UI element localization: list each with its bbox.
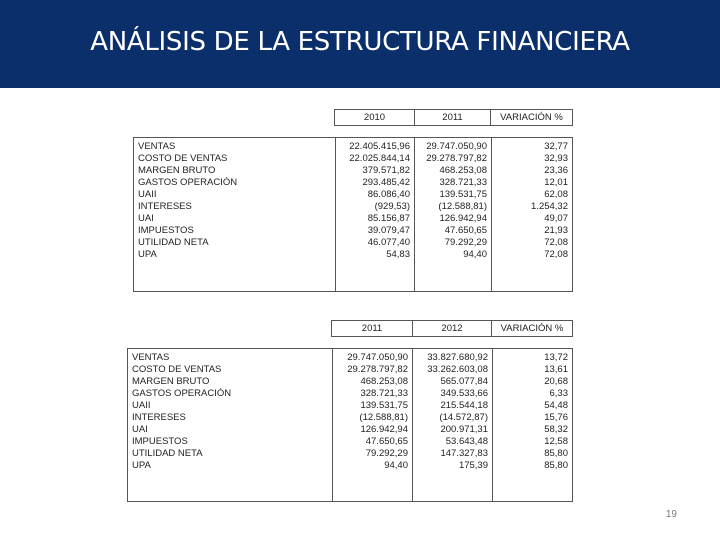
year-1-column: [332, 349, 412, 501]
cell-value: 12,01: [544, 177, 568, 188]
cell-value: 293.485,42: [362, 177, 410, 188]
cell-value: 328.721,33: [360, 388, 408, 399]
row-label: MARGEN BRUTO: [132, 376, 210, 387]
cell-value: 139.531,75: [439, 189, 487, 200]
cell-value: 23,36: [544, 165, 568, 176]
cell-value: 49,07: [544, 213, 568, 224]
cell-value: 215.544,18: [440, 400, 488, 411]
label-column: [128, 349, 332, 501]
row-label: UPA: [132, 460, 151, 471]
page-number: 19: [665, 509, 677, 520]
cell-value: 79.292,29: [444, 237, 487, 248]
cell-value: 62,08: [544, 189, 568, 200]
cell-value: 126.942,94: [439, 213, 487, 224]
cell-value: 29.278.797,82: [426, 153, 487, 164]
cell-value: 328.721,33: [439, 177, 487, 188]
cell-value: 6,33: [549, 388, 568, 399]
cell-value: 39.079,47: [367, 225, 410, 236]
table-header: [334, 109, 573, 126]
table-header: [331, 320, 573, 337]
cell-value: 85,80: [544, 448, 568, 459]
cell-value: (12.588,81): [359, 412, 408, 423]
cell-value: (14.572,87): [439, 412, 488, 423]
cell-value: 13,72: [544, 352, 568, 363]
row-label: IMPUESTOS: [138, 225, 194, 236]
cell-value: 29.747.050,90: [426, 141, 487, 152]
row-label: COSTO DE VENTAS: [132, 364, 222, 375]
row-label: GASTOS OPERACIÓN: [132, 388, 232, 399]
cell-value: 94,40: [384, 460, 408, 471]
cell-value: 21,93: [544, 225, 568, 236]
label-column: [134, 138, 335, 291]
row-label: VENTAS: [138, 141, 176, 152]
row-label: UPA: [138, 249, 157, 260]
row-label: UAII: [138, 189, 157, 200]
cell-value: 53.643,48: [445, 436, 488, 447]
cell-value: 22.405.415,96: [349, 141, 410, 152]
row-label: IMPUESTOS: [132, 436, 188, 447]
cell-value: 47.650,65: [365, 436, 408, 447]
row-label: UAI: [132, 424, 148, 435]
financial-table-2011-2012: [127, 320, 573, 502]
header-variation: VARIACIÓN %: [490, 110, 572, 125]
cell-value: 147.327,83: [440, 448, 488, 459]
cell-value: 200.971,31: [440, 424, 488, 435]
variation-column: [491, 138, 572, 291]
header-year-2: 2012: [412, 321, 491, 336]
cell-value: 72,08: [544, 249, 568, 260]
slide-title: ANÁLISIS DE LA ESTRUCTURA FINANCIERA: [90, 27, 630, 57]
title-bar: [0, 0, 720, 88]
row-label: GASTOS OPERACIÓN: [138, 177, 238, 188]
cell-value: 29.747.050,90: [347, 352, 408, 363]
cell-value: 33.262.603,08: [427, 364, 488, 375]
year-2-column: [412, 349, 492, 501]
cell-value: 126.942,94: [360, 424, 408, 435]
cell-value: 85,80: [544, 460, 568, 471]
cell-value: 22.025.844,14: [349, 153, 410, 164]
cell-value: 85.156,87: [367, 213, 410, 224]
cell-value: 13,61: [544, 364, 568, 375]
cell-value: 565.077,84: [440, 376, 488, 387]
row-label: INTERESES: [138, 201, 192, 212]
cell-value: 47.650,65: [444, 225, 487, 236]
cell-value: 54,83: [386, 249, 410, 260]
cell-value: (12.588,81): [438, 201, 487, 212]
cell-value: 86.086,40: [367, 189, 410, 200]
cell-value: 379.571,82: [362, 165, 410, 176]
cell-value: 32,77: [544, 141, 568, 152]
year-2-column: [414, 138, 491, 291]
cell-value: 468.253,08: [360, 376, 408, 387]
header-year-2: 2011: [414, 110, 490, 125]
row-label: UAII: [132, 400, 151, 411]
cell-value: 33.827.680,92: [427, 352, 488, 363]
row-label: VENTAS: [132, 352, 170, 363]
cell-value: 15,76: [544, 412, 568, 423]
row-label: INTERESES: [132, 412, 186, 423]
row-label: UTILIDAD NETA: [132, 448, 203, 459]
header-year-1: 2011: [361, 323, 383, 334]
variation-column: [492, 349, 572, 501]
cell-value: 468.253,08: [439, 165, 487, 176]
cell-value: 1.254,32: [531, 201, 568, 212]
cell-value: 175,39: [458, 460, 488, 471]
cell-value: 79.292,29: [365, 448, 408, 459]
cell-value: 72,08: [544, 237, 568, 248]
row-label: UAI: [138, 213, 154, 224]
cell-value: (929,53): [374, 201, 410, 212]
cell-value: 94,40: [463, 249, 487, 260]
cell-value: 46.077,40: [367, 237, 410, 248]
row-label: MARGEN BRUTO: [138, 165, 216, 176]
table-body: [133, 137, 573, 292]
header-year-1: 2010: [363, 112, 386, 123]
cell-value: 58,32: [544, 424, 568, 435]
financial-table-2010-2011: [133, 109, 573, 292]
row-label: UTILIDAD NETA: [138, 237, 209, 248]
cell-value: 20,68: [544, 376, 568, 387]
row-label: COSTO DE VENTAS: [138, 153, 228, 164]
header-variation: VARIACIÓN %: [491, 321, 572, 336]
cell-value: 29.278.797,82: [347, 364, 408, 375]
year-1-column: [335, 138, 414, 291]
cell-value: 32,93: [544, 153, 568, 164]
table-body: [127, 348, 573, 502]
cell-value: 54,48: [544, 400, 568, 411]
cell-value: 139.531,75: [360, 400, 408, 411]
cell-value: 349.533,66: [440, 388, 488, 399]
cell-value: 12,58: [544, 436, 568, 447]
